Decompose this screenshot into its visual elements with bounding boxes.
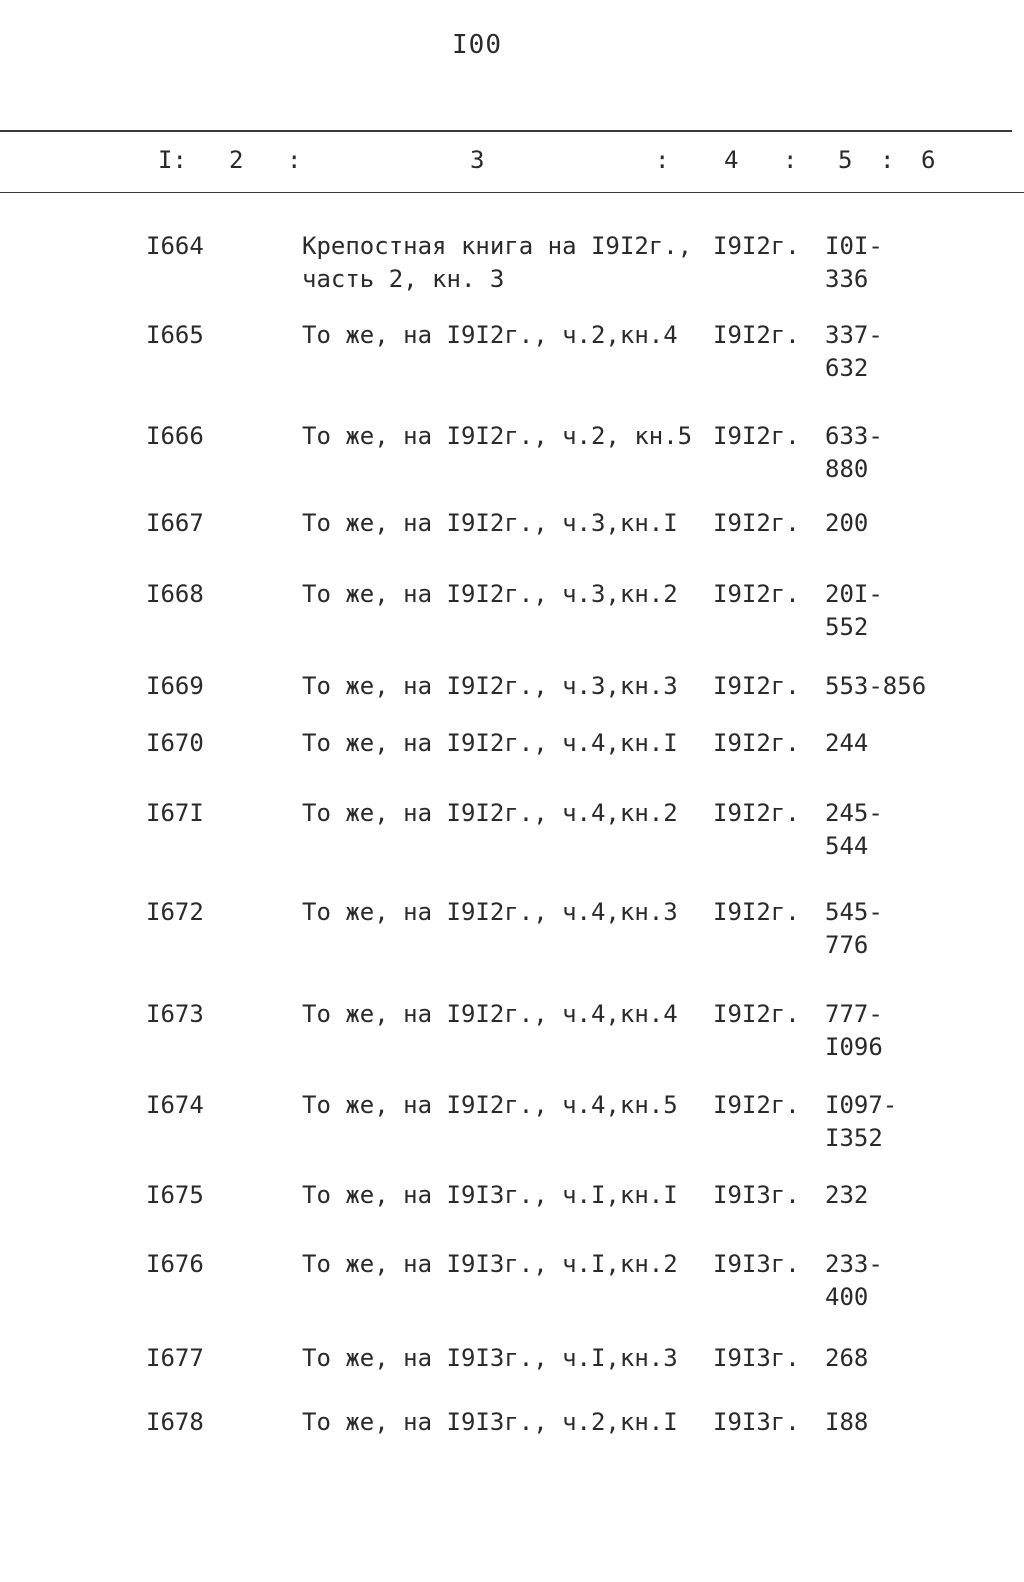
row-title-line: То же, на I9I3г., ч.I,кн.2 [302, 1250, 678, 1278]
row-pages [825, 1179, 868, 1212]
header-col-6: 6 [921, 146, 936, 174]
row-pages-line: I097- [825, 1091, 898, 1119]
row-title [302, 578, 678, 611]
row-year: I9I3г. [713, 1181, 800, 1209]
row-year: I9I2г. [713, 580, 800, 608]
row-title [302, 896, 678, 929]
header-col-5: 5 [838, 146, 853, 174]
row-pages [825, 1248, 883, 1314]
row-pages-line: 336 [825, 265, 869, 293]
row-title-line: То же, на I9I2г., ч.3,кн.3 [302, 672, 678, 700]
row-title [302, 230, 692, 296]
row-pages-line: 244 [825, 729, 869, 757]
row-number: I666 [146, 422, 204, 450]
row-title [302, 319, 678, 352]
row-title [302, 727, 678, 760]
row-pages-line: 20I- [825, 580, 883, 608]
row-title [302, 1089, 678, 1122]
row-number: I676 [146, 1250, 204, 1278]
row-year: I9I2г. [713, 509, 800, 537]
header-separator: : [655, 146, 670, 174]
row-title [302, 1248, 678, 1281]
row-pages [825, 507, 868, 540]
row-number: I673 [146, 1000, 204, 1028]
row-pages-line: 544 [825, 832, 869, 860]
row-year: I9I3г. [713, 1250, 800, 1278]
row-title-line: То же, на I9I2г., ч.4,кн.I [302, 729, 678, 757]
row-title-line: То же, на I9I3г., ч.I,кн.I [302, 1181, 678, 1209]
row-pages-line: 880 [825, 455, 869, 483]
row-number: I677 [146, 1344, 204, 1372]
row-year: I9I2г. [713, 1091, 800, 1119]
row-title [302, 1179, 678, 1212]
row-pages [825, 727, 868, 760]
row-title-line: То же, на I9I2г., ч.2,кн.4 [302, 321, 678, 349]
row-year: I9I2г. [713, 729, 800, 757]
row-title [302, 1342, 678, 1375]
row-number: I678 [146, 1408, 204, 1436]
row-pages-line: 777- [825, 1000, 883, 1028]
row-pages [825, 670, 926, 703]
row-pages [825, 1406, 868, 1439]
row-pages [825, 420, 883, 486]
row-title-line: То же, на I9I2г., ч.2, кн.5 [302, 422, 693, 450]
header-col-1: I: [158, 146, 187, 174]
row-title-line: То же, на I9I2г., ч.3,кн.I [302, 509, 678, 537]
row-pages-line: 268 [825, 1344, 869, 1372]
row-pages-line: 232 [825, 1181, 869, 1209]
row-title-line: часть 2, кн. 3 [302, 265, 505, 293]
row-year: I9I3г. [713, 1344, 800, 1372]
row-title-line: То же, на I9I2г., ч.4,кн.2 [302, 799, 678, 827]
row-year: I9I2г. [713, 672, 800, 700]
row-title [302, 998, 678, 1031]
row-number: I67I [146, 799, 204, 827]
row-title [302, 420, 692, 453]
header-separator: : [287, 146, 302, 174]
row-title-line: То же, на I9I2г., ч.4,кн.4 [302, 1000, 678, 1028]
row-pages-line: I0I- [825, 232, 883, 260]
row-number: I675 [146, 1181, 204, 1209]
row-year: I9I2г. [713, 321, 800, 349]
row-number: I669 [146, 672, 204, 700]
row-pages [825, 1342, 868, 1375]
header-col-3: 3 [470, 146, 485, 174]
row-number: I668 [146, 580, 204, 608]
row-pages-line: 552 [825, 613, 869, 641]
row-number: I670 [146, 729, 204, 757]
row-year: I9I2г. [713, 799, 800, 827]
row-title [302, 1406, 678, 1439]
row-number: I665 [146, 321, 204, 349]
row-pages [825, 797, 883, 863]
row-number: I674 [146, 1091, 204, 1119]
row-year: I9I2г. [713, 1000, 800, 1028]
row-pages-line: 553-856 [825, 672, 927, 700]
row-pages-line: 776 [825, 931, 869, 959]
row-pages-line: 632 [825, 354, 869, 382]
header-separator: : [880, 146, 895, 174]
header-col-4: 4 [724, 146, 739, 174]
row-pages-line: 545- [825, 898, 883, 926]
row-pages-line: 337- [825, 321, 883, 349]
row-pages-line: 245- [825, 799, 883, 827]
row-pages [825, 998, 883, 1064]
header-separator: : [783, 146, 798, 174]
row-pages-line: I352 [825, 1124, 883, 1152]
row-title-line: То же, на I9I2г., ч.4,кн.5 [302, 1091, 678, 1119]
row-pages-line: I88 [825, 1408, 869, 1436]
row-title-line: То же, на I9I3г., ч.2,кн.I [302, 1408, 678, 1436]
row-title-line: Крепостная книга на I9I2г., [302, 232, 693, 260]
row-title-line: То же, на I9I2г., ч.4,кн.3 [302, 898, 678, 926]
row-pages-line: I096 [825, 1033, 883, 1061]
row-title-line: То же, на I9I3г., ч.I,кн.3 [302, 1344, 678, 1372]
row-pages-line: 633- [825, 422, 883, 450]
row-number: I664 [146, 232, 204, 260]
header-col-2: 2 [229, 146, 244, 174]
row-year: I9I2г. [713, 232, 800, 260]
page-number: I00 [452, 30, 502, 60]
row-title-line: То же, на I9I2г., ч.3,кн.2 [302, 580, 678, 608]
row-year: I9I3г. [713, 1408, 800, 1436]
row-title [302, 670, 678, 703]
row-pages [825, 230, 883, 296]
row-pages [825, 578, 883, 644]
row-number: I672 [146, 898, 204, 926]
row-pages [825, 1089, 897, 1155]
row-title [302, 507, 678, 540]
row-year: I9I2г. [713, 422, 800, 450]
row-pages-line: 400 [825, 1283, 869, 1311]
row-title [302, 797, 678, 830]
row-pages-line: 200 [825, 509, 869, 537]
row-number: I667 [146, 509, 204, 537]
row-pages [825, 319, 883, 385]
row-pages-line: 233- [825, 1250, 883, 1278]
row-year: I9I2г. [713, 898, 800, 926]
row-pages [825, 896, 883, 962]
